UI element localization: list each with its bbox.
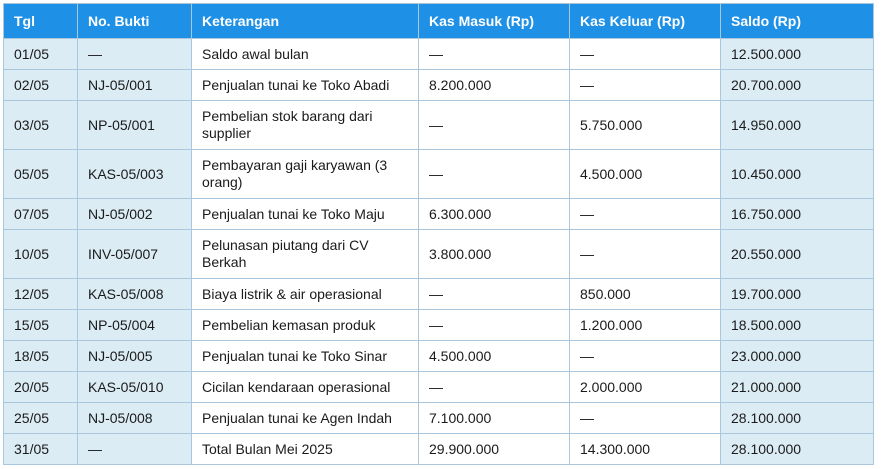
cell-description: Pelunasan piutang dari CV Berkah (192, 230, 419, 279)
cell-date: 03/05 (4, 101, 78, 150)
cell-balance: 18.500.000 (721, 310, 874, 341)
cell-cash-in: — (419, 310, 570, 341)
cell-description: Cicilan kendaraan operasional (192, 372, 419, 403)
table-row (4, 310, 874, 341)
cell-balance: 10.450.000 (721, 150, 874, 199)
table-body (4, 39, 874, 465)
table-row (4, 372, 874, 403)
cell-cash-in: 7.100.000 (419, 403, 570, 434)
cell-date: 15/05 (4, 310, 78, 341)
cell-cash-out: 1.200.000 (570, 310, 721, 341)
cell-balance: 19.700.000 (721, 279, 874, 310)
table-row (4, 279, 874, 310)
cell-description: Penjualan tunai ke Toko Sinar (192, 341, 419, 372)
cell-receipt-number: INV-05/007 (78, 230, 192, 279)
table-row (4, 341, 874, 372)
table-row (4, 39, 874, 70)
cell-cash-in: — (419, 150, 570, 199)
cell-cash-in: 29.900.000 (419, 434, 570, 465)
cell-date: 05/05 (4, 150, 78, 199)
table-row (4, 70, 874, 101)
cell-date: 20/05 (4, 372, 78, 403)
table-row (4, 199, 874, 230)
table-row (4, 230, 874, 279)
cell-date: 12/05 (4, 279, 78, 310)
header-cash-out: Kas Keluar (Rp) (570, 4, 721, 39)
cell-receipt-number: KAS-05/008 (78, 279, 192, 310)
cell-description: Pembelian kemasan produk (192, 310, 419, 341)
cell-balance: 21.000.000 (721, 372, 874, 403)
cell-cash-out: — (570, 70, 721, 101)
cell-cash-out: 4.500.000 (570, 150, 721, 199)
cell-date: 07/05 (4, 199, 78, 230)
cell-balance: 16.750.000 (721, 199, 874, 230)
cell-date: 10/05 (4, 230, 78, 279)
cell-receipt-number: NP-05/004 (78, 310, 192, 341)
cell-cash-out: — (570, 230, 721, 279)
header-date: Tgl (4, 4, 78, 39)
cell-receipt-number: NP-05/001 (78, 101, 192, 150)
cell-cash-in: — (419, 372, 570, 403)
cell-receipt-number: — (78, 39, 192, 70)
cell-cash-out: 2.000.000 (570, 372, 721, 403)
cell-cash-in: — (419, 279, 570, 310)
header-description: Keterangan (192, 4, 419, 39)
cell-receipt-number: — (78, 434, 192, 465)
header-receipt-number: No. Bukti (78, 4, 192, 39)
cell-cash-in: 8.200.000 (419, 70, 570, 101)
table-row (4, 150, 874, 199)
cell-date: 25/05 (4, 403, 78, 434)
cell-description: Pembayaran gaji karyawan (3 orang) (192, 150, 419, 199)
cell-cash-out: 5.750.000 (570, 101, 721, 150)
cell-receipt-number: KAS-05/003 (78, 150, 192, 199)
cell-cash-in: 4.500.000 (419, 341, 570, 372)
cell-date: 01/05 (4, 39, 78, 70)
header-cash-in: Kas Masuk (Rp) (419, 4, 570, 39)
cell-balance: 23.000.000 (721, 341, 874, 372)
header-balance: Saldo (Rp) (721, 4, 874, 39)
cell-cash-out: — (570, 403, 721, 434)
cash-ledger-table (3, 3, 874, 465)
cell-description: Saldo awal bulan (192, 39, 419, 70)
cell-description: Pembelian stok barang dari supplier (192, 101, 419, 150)
cash-ledger-container (3, 3, 874, 465)
cell-receipt-number: NJ-05/001 (78, 70, 192, 101)
table-row (4, 403, 874, 434)
cell-cash-out: — (570, 39, 721, 70)
cell-balance: 12.500.000 (721, 39, 874, 70)
cell-balance: 28.100.000 (721, 403, 874, 434)
cell-receipt-number: NJ-05/002 (78, 199, 192, 230)
cell-date: 18/05 (4, 341, 78, 372)
cell-date: 31/05 (4, 434, 78, 465)
cell-balance: 28.100.000 (721, 434, 874, 465)
cell-cash-out: — (570, 341, 721, 372)
cell-description: Total Bulan Mei 2025 (192, 434, 419, 465)
cell-date: 02/05 (4, 70, 78, 101)
cell-cash-in: 3.800.000 (419, 230, 570, 279)
cell-balance: 20.700.000 (721, 70, 874, 101)
cell-cash-out: 850.000 (570, 279, 721, 310)
cell-balance: 14.950.000 (721, 101, 874, 150)
cell-cash-in: 6.300.000 (419, 199, 570, 230)
cell-receipt-number: NJ-05/008 (78, 403, 192, 434)
cell-description: Penjualan tunai ke Toko Maju (192, 199, 419, 230)
table-total-row (4, 434, 874, 465)
cell-balance: 20.550.000 (721, 230, 874, 279)
cell-description: Penjualan tunai ke Agen Indah (192, 403, 419, 434)
cell-cash-out: 14.300.000 (570, 434, 721, 465)
table-row (4, 101, 874, 150)
cell-receipt-number: NJ-05/005 (78, 341, 192, 372)
cell-cash-in: — (419, 39, 570, 70)
cell-cash-in: — (419, 101, 570, 150)
cell-receipt-number: KAS-05/010 (78, 372, 192, 403)
cell-description: Biaya listrik & air operasional (192, 279, 419, 310)
cell-cash-out: — (570, 199, 721, 230)
table-header-row (4, 4, 874, 39)
cell-description: Penjualan tunai ke Toko Abadi (192, 70, 419, 101)
